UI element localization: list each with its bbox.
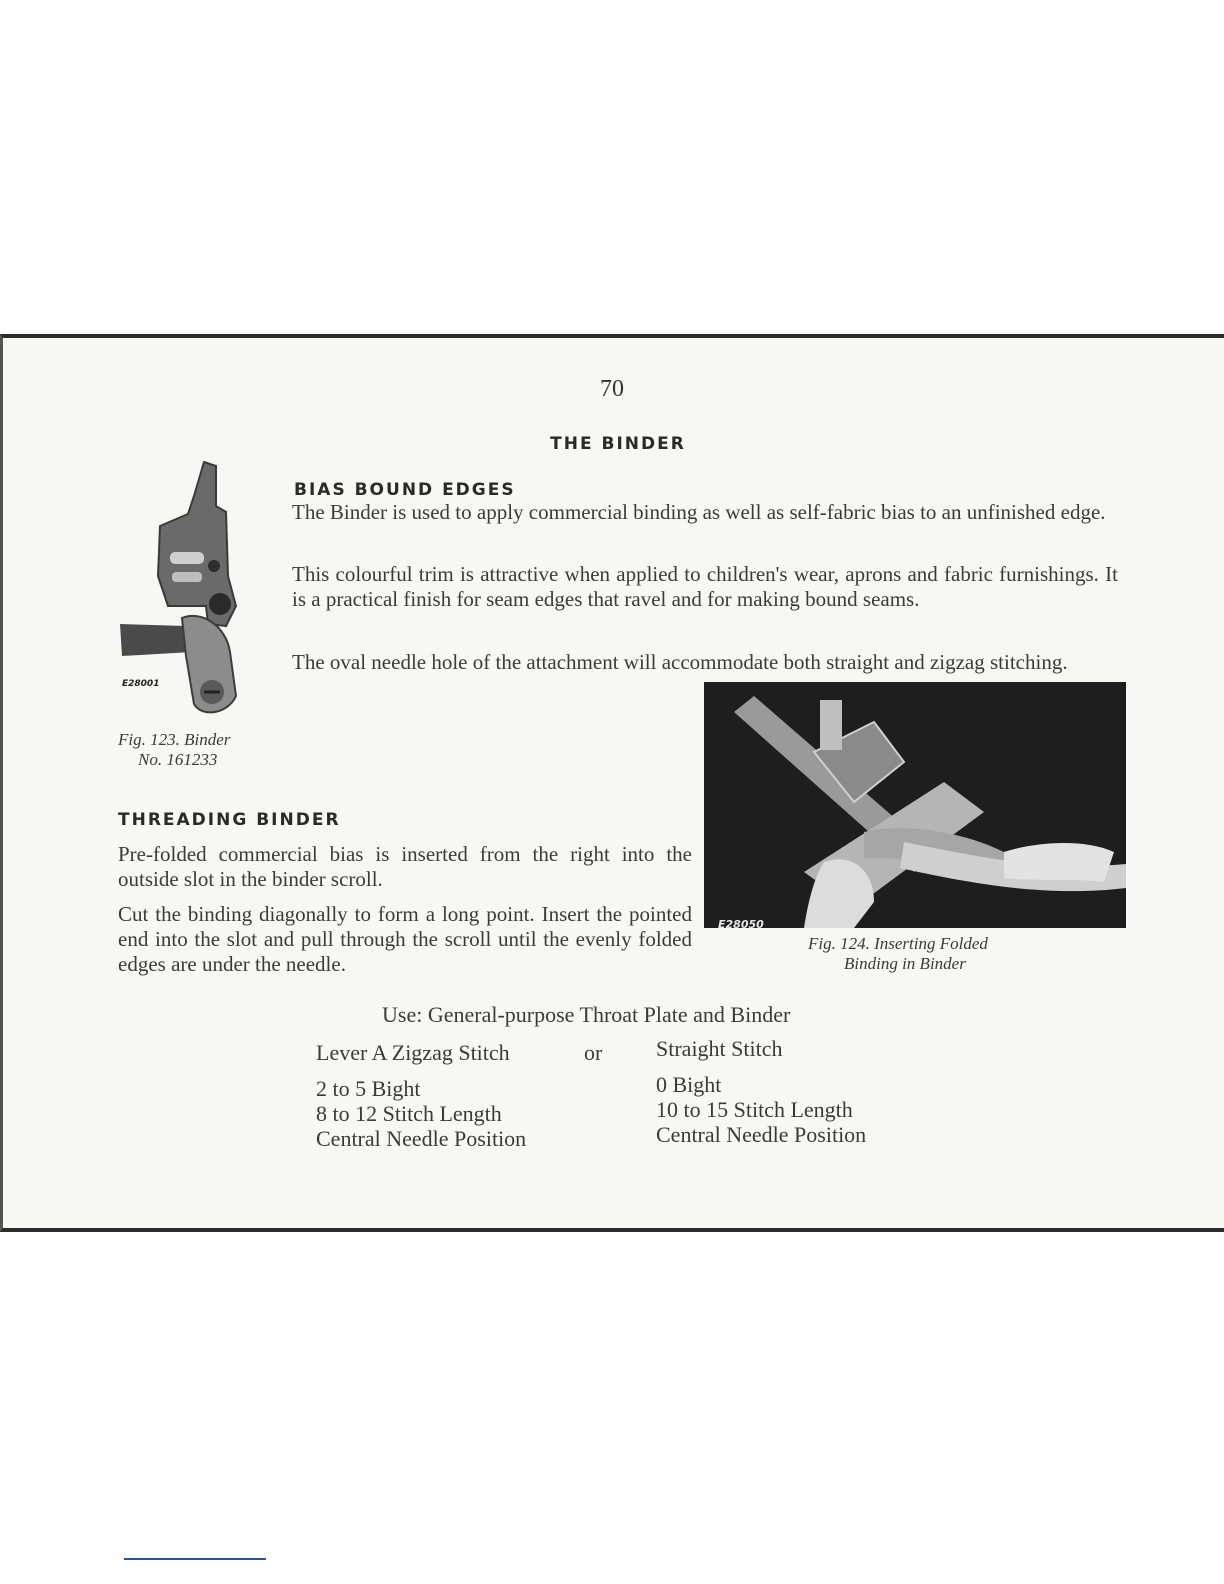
or-separator: or: [584, 1040, 603, 1065]
inserting-binding-photo: [704, 682, 1126, 928]
straight-bight: 0 Bight: [656, 1072, 722, 1097]
page-number: 70: [600, 376, 624, 402]
figure-124-caption-line2: Binding in Binder: [844, 954, 966, 973]
zigzag-heading: Lever A Zigzag Stitch: [316, 1040, 510, 1065]
straight-settings: [656, 1072, 866, 1147]
zigzag-needle-position: Central Needle Position: [316, 1126, 527, 1151]
figure-124-caption: [808, 934, 988, 974]
straight-stitch-length: 10 to 15 Stitch Length: [656, 1097, 853, 1122]
page-title: THE BINDER: [550, 434, 686, 454]
binder-attachment-photo: [116, 456, 256, 720]
figure-123-caption: [118, 730, 230, 770]
figure-123-caption-line1: Fig. 123. Binder: [118, 730, 231, 749]
settings-use-line: Use: General-purpose Throat Plate and Binder: [382, 1002, 791, 1027]
bottom-rule: [124, 1558, 266, 1560]
zigzag-stitch-length: 8 to 12 Stitch Length: [316, 1101, 502, 1126]
paragraph-oval-needle-hole: The oval needle hole of the attachment will accommodate both straight and zigzag stitching.: [292, 650, 1068, 674]
zigzag-bight: 2 to 5 Bight: [316, 1076, 421, 1101]
paragraph-prefolded-bias: Pre-folded commercial bias is inserted from the right into the outside slot in the binder scroll.: [118, 842, 692, 891]
figure-code: E28001: [122, 679, 160, 689]
paragraph-binder-use: The Binder is used to apply commercial binding as well as self-fabric bias to an unfinished edge.: [292, 500, 1106, 524]
section-heading-threading-binder: THREADING BINDER: [118, 810, 341, 830]
straight-needle-position: Central Needle Position: [656, 1122, 867, 1147]
figure-code: E28050: [718, 918, 764, 928]
straight-heading: Straight Stitch: [656, 1036, 783, 1061]
section-heading-bias-bound-edges: BIAS BOUND EDGES: [294, 480, 516, 500]
zigzag-settings: [316, 1076, 526, 1151]
paragraph-colourful-trim: This colourful trim is attractive when applied to children's wear, aprons and fabric furnishings. It is a practical finish for seam edges that ravel and for making bound seams.: [292, 562, 1118, 611]
figure-123-caption-line2: No. 161233: [138, 750, 218, 769]
figure-124-caption-line1: Fig. 124. Inserting Folded: [808, 934, 988, 953]
paragraph-cut-binding: Cut the binding diagonally to form a long point. Insert the pointed end into the slot and pull through the scroll until the evenly folded edges are under the needle.: [118, 902, 692, 976]
